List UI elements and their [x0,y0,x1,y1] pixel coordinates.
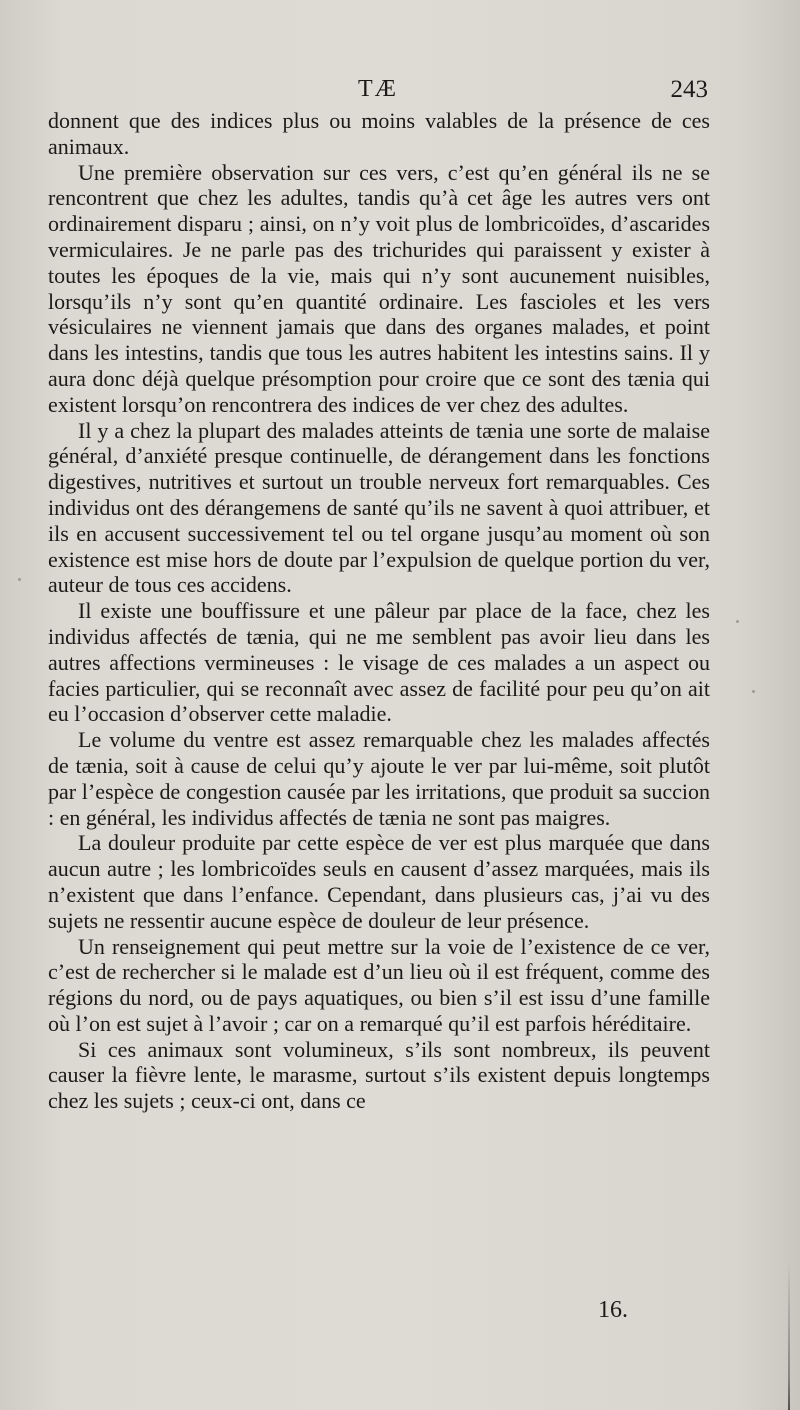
page-header [48,76,708,106]
paragraph: Il y a chez la plupart des malades atteints de tænia une sorte de malaise général, d’anxiété presque continuelle, de dérangement dans les fonctions digestives, nutritives et surtout un trouble nerveux fort remarquables. Ces individus ont des dérangemens de santé qu’ils ne savent à quoi attribuer, et ils en accusent successivement tel ou tel organe jusqu’au moment où son existence est mise hors de doute par l’expulsion de quelque portion du ver, auteur de tous ces accidens. [48,417,710,598]
paragraph: Le volume du ventre est assez remarquable chez les malades affectés de tænia, soit à cause de celui qu’y ajoute le ver par lui-même, soit plutôt par l’espèce de congestion causée par les irritations, que produit sa succion : en général, les individus affectés de tænia ne sont pas maigres. [48,727,710,830]
paper-speck [18,578,21,581]
paragraph: La douleur produite par cette espèce de ver est plus marquée que dans aucun autre ; les lombricoïdes seuls en causent d’assez marquées, mais ils n’existent que dans l’enfance. Cependant, dans plusieurs cas, j’ai vu des sujets ne ressentir aucune espèce de douleur de leur présence. [48,830,710,933]
page-number: 243 [670,76,708,103]
paragraph: Si ces animaux sont volumineux, s’ils sont nombreux, ils peuvent causer la fièvre lente, le marasme, surtout s’ils existent depuis longtemps chez les sujets ; ceux-ci ont, dans ce [48,1036,710,1114]
paper-speck [752,690,755,693]
paragraph: Une première observation sur ces vers, c’est qu’en général ils ne se rencontrent que chez les adultes, tandis qu’à cet âge les autres vers ont ordinairement disparu ; ainsi, on n’y voit plus de lombricoïdes, d’ascarides vermiculaires. Je ne parle pas des trichurides qui paraissent y exister à toutes les époques de la vie, mais qui n’y sont aucunement nuisibles, lorsqu’ils n’y sont qu’en quantité ordinaire. Les fascioles et les vers vésiculaires ne viennent jamais que dans des organes malades, et point dans les intestins, tandis que tous les autres habitent les intestins sains. Il y aura donc déjà quelque présomption pour croire que ce sont des tænia qui existent lorsqu’on rencontrera des indices de ver chez des adultes. [48,159,710,417]
body-text [48,108,710,1114]
paper-speck [736,620,739,623]
signature-mark: 16. [598,1297,628,1323]
paragraph: Il existe une bouffissure et une pâleur par place de la face, chez les individus affectés de tænia, qui ne me semblent pas avoir lieu dans les autres affections vermineuses : le visage de ces malades a un aspect ou facies particulier, qui se reconnaît avec assez de facilité pour peu qu’on ait eu l’occasion d’observer cette maladie. [48,598,710,727]
running-head: TÆ [358,76,398,102]
paragraph: Un renseignement qui peut mettre sur la voie de l’existence de ce ver, c’est de rechercher si le malade est d’un lieu où il est fréquent, comme des régions du nord, ou de pays aquatiques, ou bien s’il est issu d’une famille où l’on est sujet à l’avoir ; car on a remarqué qu’il est parfois héréditaire. [48,933,710,1036]
paragraph: donnent que des indices plus ou moins valables de la présence de ces animaux. [48,108,710,159]
page-edge-shadow [788,1260,790,1410]
